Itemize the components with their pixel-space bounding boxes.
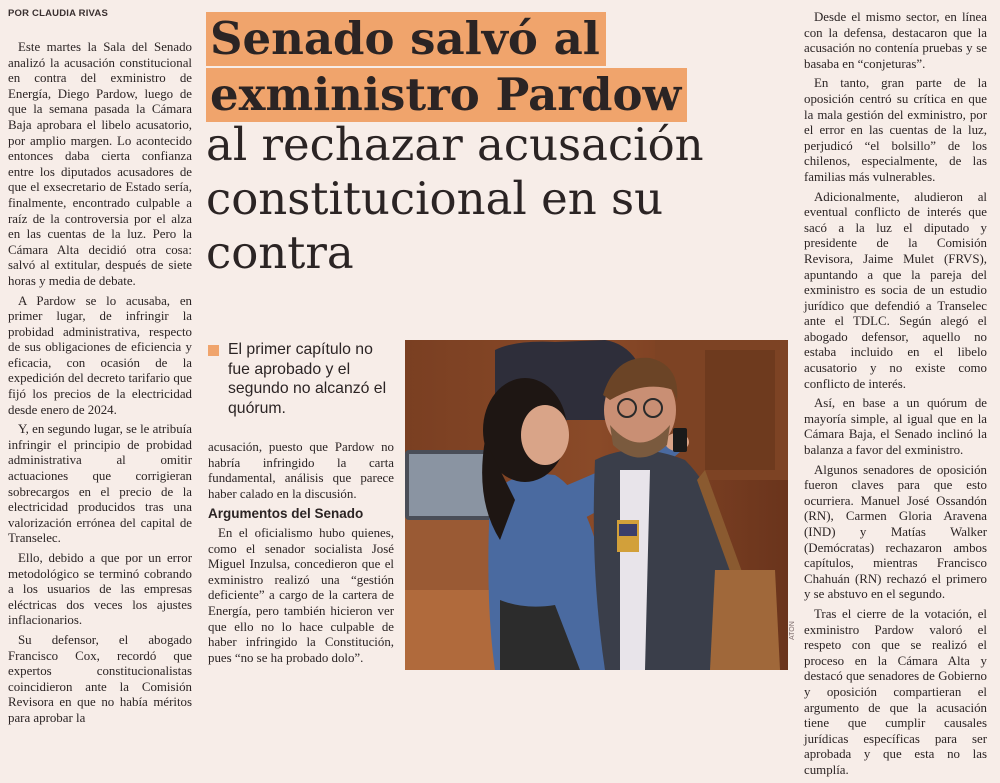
- paragraph: Así, en base a un quórum de mayoría simple, al igual que en la Cámara Baja, el Senado inclinó la balanza a favor del exministro.: [804, 396, 987, 458]
- paragraph: En el oficialismo hubo quienes, como el senador socialista José Miguel Inzulsa, concedieron que el exministro realizó una “gestión deficiente” a cargo de la cartera de Energía, pero también hicieron ver que ello no lo hace culpable de haber infringido la Constitución, pues “no se ha probado dolo”.: [208, 525, 394, 665]
- paragraph: Su defensor, el abogado Francisco Cox, recordó que expertos constitucionalistas coincidieron ante la Comisión Revisora en que no había méritos para aprobar la: [8, 632, 192, 725]
- paragraph: Algunos senadores de oposición fueron claves para que esto ocurriera. Manuel José Ossandón (RN), Carmen Gloria Aravena (IND) y Matías Walker (Demócratas) rechazaron ambos capítulos, mientras Francisco Chahuán (RN) rechazó el primero y se abstuvo en el segundo.: [804, 462, 987, 602]
- article-column-2: [208, 440, 394, 670]
- news-photo: [405, 340, 788, 670]
- headline-highlight: exministro Pardow: [206, 68, 687, 122]
- byline: POR CLAUDIA RIVAS: [8, 8, 108, 19]
- paragraph: Adicionalmente, aludieron al eventual conflicto de interés que sacó a la luz el diputado y presidente de la Comisión Revisora, Jaime Mulet (FRVS), apuntando a que la pareja del exministro es socia de un estudio jurídico que defendió a Transelec ante el TDLC. Según alegó el abogado defensor, aquello no estaba incluido en el libelo acusatorio y no existe como conflicto de interés.: [804, 189, 987, 391]
- headline-rest: al rechazar acusación constitucional en su contra: [206, 118, 704, 279]
- pull-quote: [208, 340, 388, 418]
- paragraph: Ello, debido a que por un error metodológico se terminó cobrando a los usuarios de las empresas eléctricas dos veces los ajustes inflacionarios.: [8, 551, 192, 628]
- paragraph: A Pardow se lo acusaba, en primer lugar, de infringir la probidad administrativa, respecto de sus obligaciones de eficiencia y eficacia, con ocasión de la expedición del decreto tarifario que fijó los precios de la electricidad desde enero de 2024.: [8, 293, 192, 417]
- section-subhead: Argumentos del Senado: [208, 506, 364, 522]
- photo-credit: ATON: [789, 621, 796, 640]
- paragraph: Tras el cierre de la votación, el exministro Pardow valoró el respeto con que se realizó el proceso en la Cámara Alta y destacó que senadores de Gobierno y oposición compartieran el argumento de que la acusación tiene que cumplir causales jurídicas específicas para ser aprobada y que esta no las cumplía.: [804, 606, 987, 777]
- headline-line-2: [206, 68, 687, 122]
- headline-line-1: [206, 12, 606, 66]
- pull-quote-text: El primer capítulo no fue aprobado y el segundo no alcanzó el quórum.: [228, 341, 387, 417]
- paragraph: acusación, puesto que Pardow no habría infringido la carta fundamental, análisis que parece haber calado en la discusión.: [208, 440, 394, 501]
- orange-square-icon: [208, 345, 219, 356]
- paragraph: Este martes la Sala del Senado analizó la acusación constitucional en contra del exministro de Energía, Diego Pardow, luego de que la semana pasada la Cámara Baja aprobara el libelo acusatorio, por amplio margen. Lo acontecido entonces daba cierta confianza entre los diputados acusadores de que el exsecretario de Estado sería, finalmente, encontrado culpable a raíz de la controversia por el alza en las cuentas de la luz. Pero la Cámara Alta decidió otra cosa: salvó al extitular, después de siete horas y media de debate.: [8, 40, 192, 288]
- photo-illustration: [405, 340, 788, 670]
- paragraph: Y, en segundo lugar, se le atribuía infringir el principio de probidad administrativa al omitir actuaciones que corrigieran sobrecargos en el precio de la electricidad producidos tras una valorización errónea del capital de Transelec.: [8, 422, 192, 546]
- article-column-3: [804, 10, 987, 783]
- paragraph: Desde el mismo sector, en línea con la defensa, destacaron que la acusación no contenía pruebas y se basaba en “conjeturas”.: [804, 10, 987, 71]
- article-column-1: [8, 40, 192, 731]
- headline-highlight: Senado salvó al: [206, 12, 606, 66]
- paragraph: En tanto, gran parte de la oposición centró su crítica en que la mala gestión del exministro, por el error en las cuentas de la luz, perjudicó “el bolsillo” de los chilenos, especialmente, de las familias más vulnerables.: [804, 76, 987, 184]
